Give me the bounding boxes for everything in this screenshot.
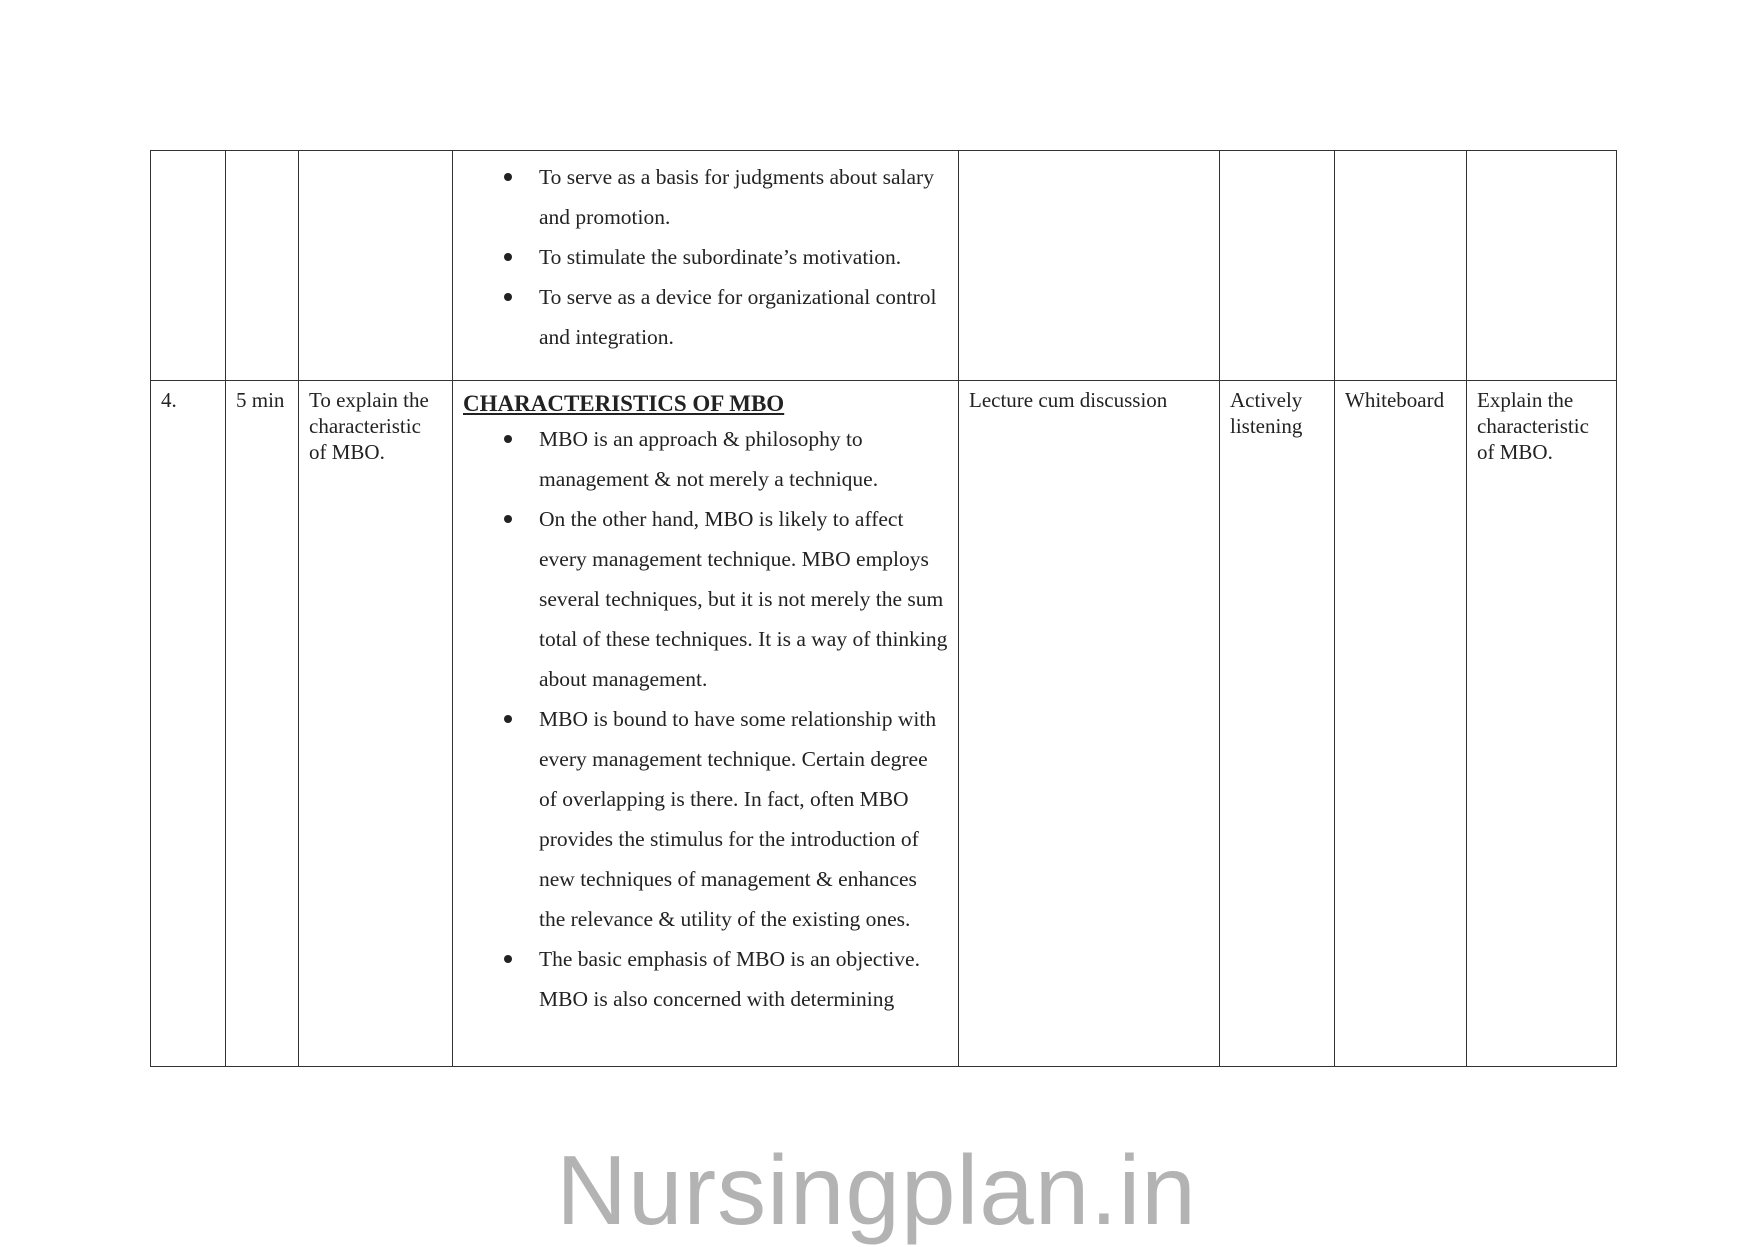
av-aids-cell [1335, 151, 1467, 381]
sno-cell [151, 151, 226, 381]
objective-cell: To explain the characteristic of MBO. [299, 381, 453, 1067]
content-heading: CHARACTERISTICS OF MBO [463, 391, 785, 416]
list-item: To stimulate the subordinate’s motivation. [539, 237, 948, 277]
list-item: On the other hand, MBO is likely to affect every management technique. MBO employs several techniques, but it is not merely the sum total of these techniques. It is a way of thinking about management. [539, 499, 948, 699]
content-bullet-list [463, 157, 948, 357]
objective-cell [299, 151, 453, 381]
evaluation-cell: Explain the characteristic of MBO. [1467, 381, 1617, 1067]
lesson-plan-page [150, 150, 1616, 1067]
teaching-activity-cell: Lecture cum discussion [959, 381, 1220, 1067]
content-bullet-list [463, 419, 948, 1019]
site-watermark: Nursingplan.in [556, 1135, 1197, 1245]
evaluation-cell [1467, 151, 1617, 381]
av-aids-cell: Whiteboard [1335, 381, 1467, 1067]
table-row [151, 381, 1617, 1067]
time-cell: 5 min [226, 381, 299, 1067]
content-cell [453, 151, 959, 381]
time-cell [226, 151, 299, 381]
lesson-plan-table [150, 150, 1617, 1067]
list-item: To serve as a basis for judgments about salary and promotion. [539, 157, 948, 237]
list-item: MBO is an approach & philosophy to management & not merely a technique. [539, 419, 948, 499]
list-item: MBO is bound to have some relationship with every management technique. Certain degree of overlapping is there. In fact, often MBO provides the stimulus for the introduction of new techniques of management & enhances the relevance & utility of the existing ones. [539, 699, 948, 939]
content-cell [453, 381, 959, 1067]
list-item: To serve as a device for organizational control and integration. [539, 277, 948, 357]
learning-activity-cell [1220, 151, 1335, 381]
table-row [151, 151, 1617, 381]
sno-cell: 4. [151, 381, 226, 1067]
list-item: The basic emphasis of MBO is an objective. MBO is also concerned with determining [539, 939, 948, 1019]
teaching-activity-cell [959, 151, 1220, 381]
learning-activity-cell: Actively listening [1220, 381, 1335, 1067]
